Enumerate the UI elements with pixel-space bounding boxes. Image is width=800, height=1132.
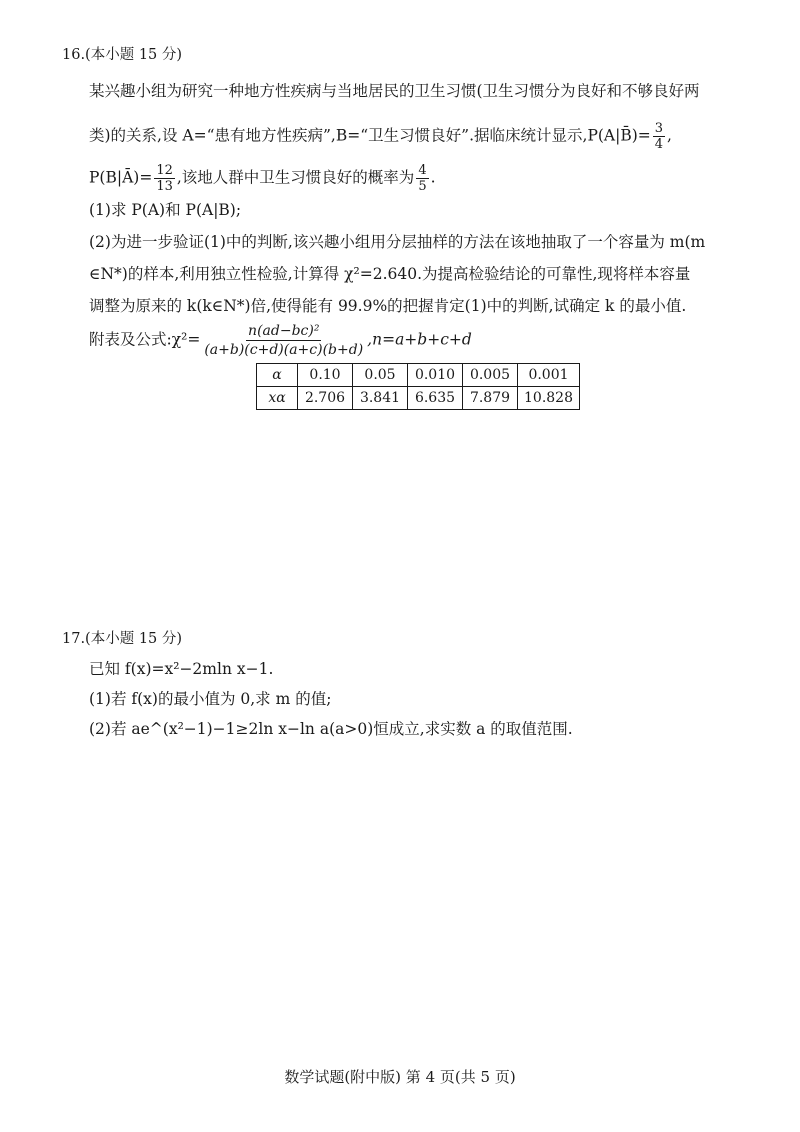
fraction-3-4: $\frac{3}{4}$ (654, 121, 664, 152)
q16-part2-line2: ∈N*)的样本,利用独立性检验,计算得 χ²=2.640.为提高检验结论的可靠性,现将样本容量 (89, 265, 691, 283)
fraction-12-13: $\frac{12}{13}$ (156, 163, 173, 194)
q16-part1: (1)求 P(A)和 P(A|B); (89, 201, 242, 219)
q16-part2-line1: (2)为进一步验证(1)中的判断,该兴趣小组用分层抽样的方法在该地抽取了一个容量为 m(m (89, 233, 706, 251)
q17-header: 17.(本小题 15 分) (62, 631, 183, 647)
table-row-alpha (257, 364, 580, 387)
table-cell: 3.841 (353, 387, 408, 410)
table-cell: 0.005 (463, 364, 518, 387)
table-cell: 7.879 (463, 387, 518, 410)
q16-stem-line3: P(B|Ā)= $\frac{12}{13}$ ,该地人群中卫生习惯良好的概率为 $\frac{4}{5}$ . (89, 163, 436, 194)
table-row-critical-value (257, 387, 580, 410)
q17-part1: (1)若 f(x)的最小值为 0,求 m 的值; (89, 690, 332, 708)
q17-stem: 已知 f(x)=x²−2mln x−1. (89, 660, 274, 678)
q16-part2-line3: 调整为原来的 k(k∈N*)倍,使得能有 99.9%的把握肯定(1)中的判断,试确定 k 的最小值. (89, 297, 687, 315)
table-cell: 0.10 (298, 364, 353, 387)
fraction-4-5: $\frac{4}{5}$ (418, 163, 427, 194)
page-footer: 数学试题(附中版) 第 4 页(共 5 页) (284, 1068, 516, 1086)
critical-value-table (256, 363, 580, 410)
q16-stem-line1: 某兴趣小组为研究一种地方性疾病与当地居民的卫生习惯(卫生习惯分为良好和不够良好两 (89, 82, 700, 100)
table-cell: 2.706 (298, 387, 353, 410)
table-cell: α (257, 364, 298, 387)
table-cell: xα (257, 387, 298, 410)
q16-header: 16.(本小题 15 分) (62, 47, 183, 63)
chi-square-formula: 附表及公式:χ²= $\frac{\text{n(ad−bc)²}}{(a+b)(c+d)(a+c)(b+d)}$ ,n=a+b+c+d (89, 323, 472, 358)
q17-part2: (2)若 ae^(x²−1)−1≥2ln x−ln a(a>0)恒成立,求实数 a 的取值范围. (89, 720, 573, 738)
table-cell: 0.010 (408, 364, 463, 387)
table-cell: 0.05 (353, 364, 408, 387)
chi-square-fraction: $\frac{\text{n(ad−bc)²}}{(a+b)(c+d)(a+c)(b+d)}$ (204, 323, 364, 358)
table-cell: 0.001 (518, 364, 580, 387)
table-cell: 10.828 (518, 387, 580, 410)
q16-stem-line2: 类)的关系,设 A=“患有地方性疾病”,B=“卫生习惯良好”.据临床统计显示,P(A|B̄)= $\frac{3}{4}$ , (89, 121, 672, 152)
table-cell: 6.635 (408, 387, 463, 410)
